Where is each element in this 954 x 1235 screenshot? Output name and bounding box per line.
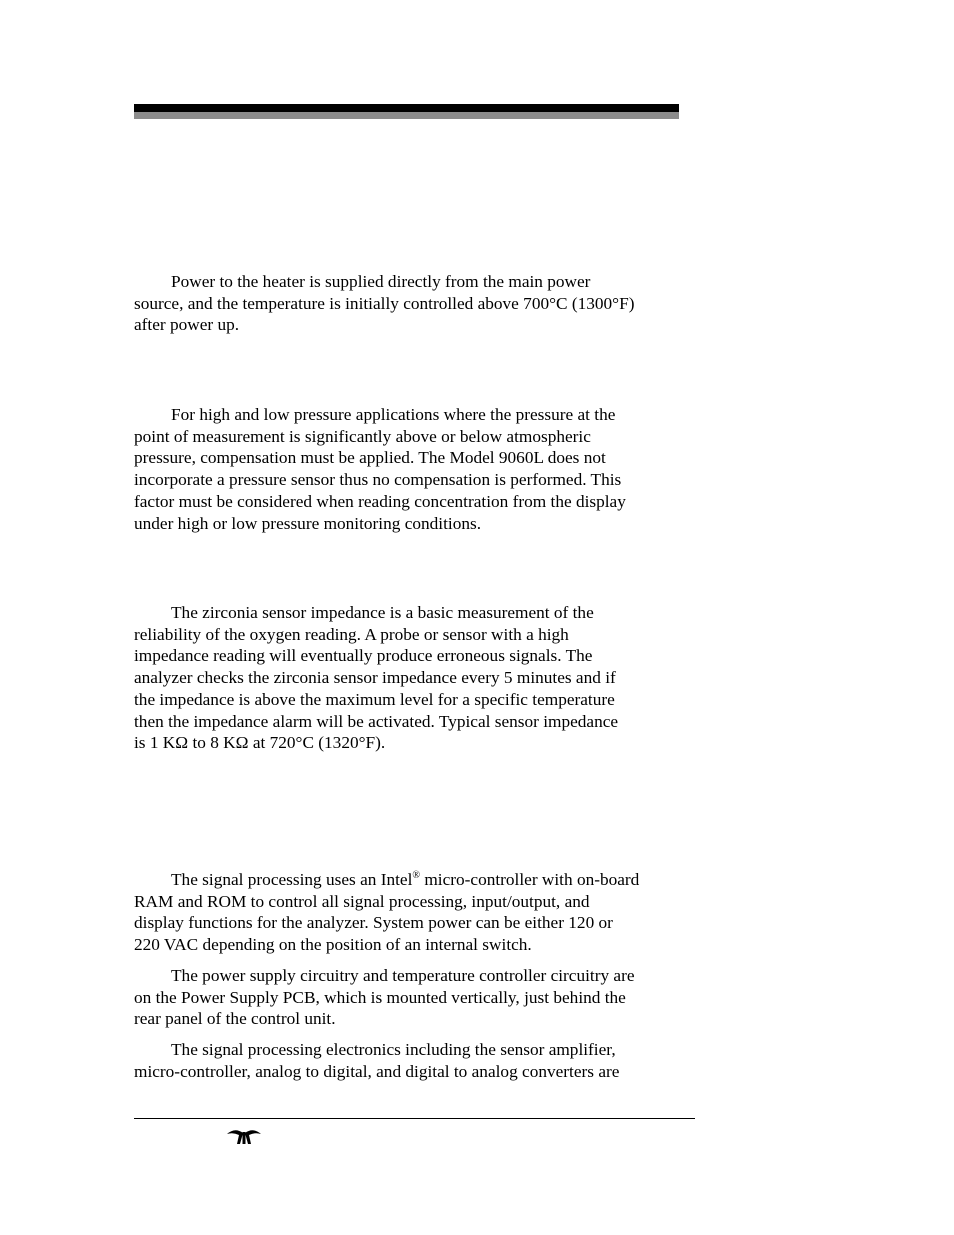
paragraph-power-supply-pcb [134, 965, 694, 1030]
paragraph-signal-electronics [134, 1039, 694, 1082]
text-line: source, and the temperature is initially controlled above 700°C (1300°F) [134, 293, 635, 313]
registered-mark: ® [412, 870, 421, 881]
text-line: pressure, compensation must be applied. The Model 9060L does not [134, 448, 606, 468]
text-line: reliability of the oxygen reading. A probe or sensor with a high [134, 624, 569, 644]
text-fragment: micro-controller with on-board [420, 870, 640, 889]
text-line: incorporate a pressure sensor thus no compensation is performed. This [134, 470, 622, 490]
paragraph-heater-power [134, 271, 694, 336]
text-line: rear panel of the control unit. [134, 1009, 336, 1029]
text-line: 220 VAC depending on the position of an internal switch. [134, 935, 532, 955]
text-fragment: The signal processing uses an Intel [171, 870, 413, 889]
text-line: factor must be considered when reading concentration from the display [134, 491, 626, 511]
text-line: the impedance is above the maximum level for a specific temperature [134, 689, 615, 709]
text-line: The zirconia sensor impedance is a basic measurement of the [171, 603, 594, 622]
paragraph-pressure-compensation [134, 404, 694, 534]
text-line: analyzer checks the zirconia sensor impedance every 5 minutes and if [134, 668, 616, 688]
header-rule-gray [134, 112, 679, 119]
text-line: after power up. [134, 315, 240, 335]
text-line: For high and low pressure applications where the pressure at the [171, 405, 616, 424]
text-line: under high or low pressure monitoring conditions. [134, 513, 482, 533]
footer-rule [134, 1118, 695, 1119]
text-line: point of measurement is significantly above or below atmospheric [134, 426, 591, 446]
text-line: The power supply circuitry and temperature controller circuitry are [171, 966, 635, 985]
text-line: then the impedance alarm will be activated. Typical sensor impedance [134, 711, 619, 731]
text-line: Power to the heater is supplied directly from the main power [171, 272, 591, 291]
text-line: is 1 KΩ to 8 KΩ at 720°C (1320°F). [134, 733, 386, 753]
paragraph-sensor-impedance [134, 602, 694, 754]
text-line: RAM and ROM to control all signal processing, input/output, and [134, 891, 590, 911]
text-line [134, 869, 694, 891]
paragraph-signal-processing [134, 869, 694, 956]
text-line: impedance reading will eventually produce erroneous signals. The [134, 646, 593, 666]
text-line: display functions for the analyzer. System power can be either 120 or [134, 913, 613, 933]
text-line: micro-controller, analog to digital, and digital to analog converters are [134, 1061, 620, 1081]
header-rule-black [134, 104, 679, 112]
teledyne-logo-icon [226, 1128, 262, 1146]
text-line: The signal processing electronics including the sensor amplifier, [171, 1040, 616, 1059]
text-line: on the Power Supply PCB, which is mounted vertically, just behind the [134, 987, 626, 1007]
